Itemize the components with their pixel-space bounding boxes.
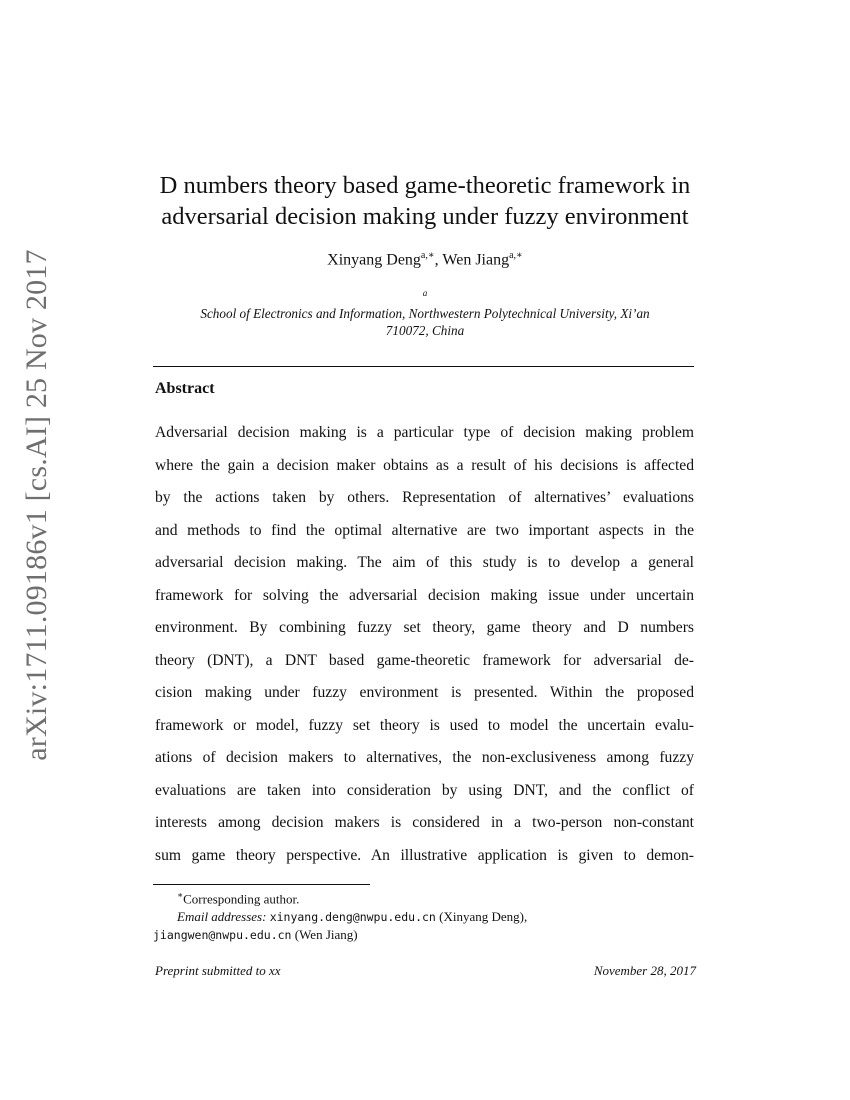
corresponding-author-text: Corresponding author.: [183, 891, 300, 907]
paper-title-line-1: D numbers theory based game-theoretic framework in: [159, 172, 691, 199]
email-link[interactable]: xinyang.deng@nwpu.edu.cn: [269, 909, 436, 924]
author-affiliation-marker: a,∗: [420, 250, 435, 261]
abstract-line: sum game theory perspective. An illustrative application is given to demon-: [155, 846, 694, 864]
abstract-line: cision making under fuzzy environment is presented. Within the proposed: [155, 684, 694, 701]
abstract-line: Adversarial decision making is a particular type of decision making problem: [155, 424, 694, 441]
author-affiliation-marker: a,∗: [509, 250, 523, 261]
abstract-line: theory (DNT), a DNT based game-theoretic framework for adversarial de-: [155, 651, 694, 669]
abstract-line: and methods to find the optimal alternative are two important aspects in the: [155, 521, 694, 539]
abstract-top-rule: [153, 366, 694, 367]
preprint-date: November 28, 2017: [593, 963, 696, 978]
abstract-line: environment. By combining fuzzy set theory, game theory and D numbers: [155, 619, 694, 636]
abstract-line: where the gain a decision maker obtains as a result of his decisions is affected: [155, 456, 694, 474]
author-name: Wen Jiang: [442, 251, 510, 269]
abstract-body: [155, 417, 694, 872]
paper-title: [100, 170, 750, 232]
footnote-marker: ∗: [177, 890, 184, 900]
affiliation-line-1: [150, 285, 700, 322]
affiliation: [150, 285, 700, 339]
email-owner: (Wen Jiang): [294, 927, 358, 943]
footnote-emails-line-1: [153, 908, 713, 927]
email-label: Email addresses:: [177, 908, 267, 924]
email-owner: (Xinyang Deng),: [439, 908, 528, 924]
author-name: Xinyang Deng: [327, 251, 421, 269]
arxiv-identifier-stamp: arXiv:1711.09186v1 [cs.AI] 25 Nov 2017: [20, 249, 53, 761]
affiliation-text: School of Electronics and Information, Northwestern Polytechnical University, Xi’an: [200, 306, 650, 322]
footnote-emails-line-2: [153, 926, 713, 945]
footnote-rule: [153, 884, 370, 885]
abstract-line: framework for solving the adversarial decision making issue under uncertain: [155, 586, 694, 604]
footnote-corresponding: [153, 887, 713, 908]
abstract-line: evaluations are taken into consideration by using DNT, and the conflict of: [155, 781, 694, 799]
affiliation-line-2: 710072, China: [385, 323, 465, 339]
paper-title-line-2: adversarial decision making under fuzzy environment: [161, 203, 689, 230]
author-separator: ,: [434, 251, 443, 269]
abstract-line: framework or model, fuzzy set theory is used to model the uncertain evalu-: [155, 716, 694, 734]
affiliation-marker: a: [422, 288, 428, 298]
abstract-line: ations of decision makers to alternatives, the non-exclusiveness among fuzzy: [155, 749, 694, 766]
preprint-note: Preprint submitted to xx: [155, 963, 281, 978]
footnotes: [153, 887, 713, 945]
author-list: [100, 250, 750, 269]
abstract-heading: Abstract: [155, 380, 215, 397]
abstract-line: adversarial decision making. The aim of this study is to develop a general: [155, 554, 694, 571]
abstract-line: interests among decision makers is considered in a two-person non-constant: [155, 814, 694, 831]
email-link[interactable]: jiangwen@nwpu.edu.cn: [153, 928, 292, 943]
abstract-line: by the actions taken by others. Representation of alternatives’ evaluations: [155, 489, 694, 506]
